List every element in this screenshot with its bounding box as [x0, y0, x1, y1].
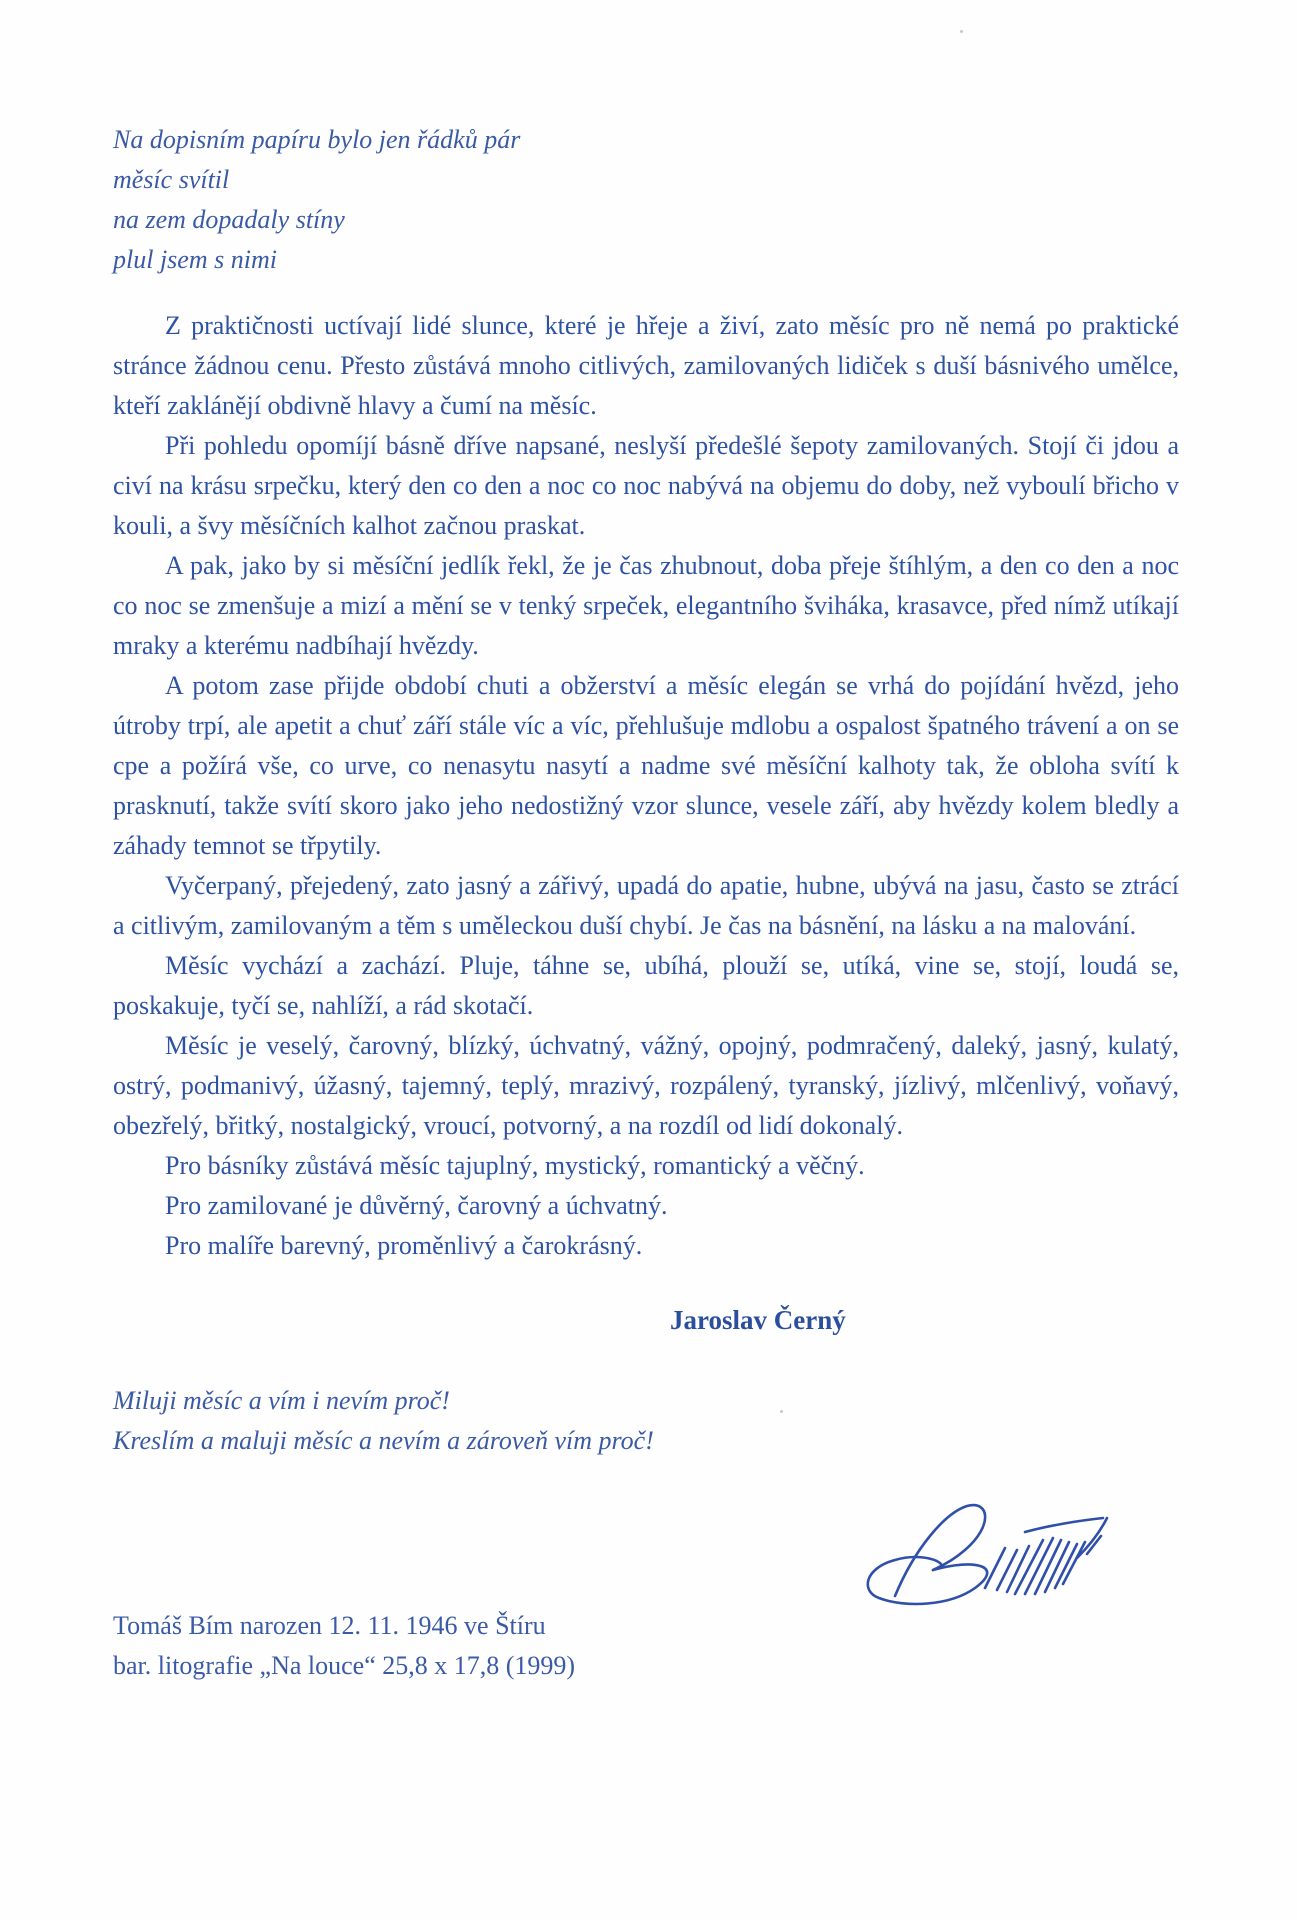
paper-speck: [780, 1410, 783, 1413]
signature-stroke: [868, 1557, 987, 1604]
signature-stroke: [895, 1505, 985, 1596]
poem-line: měsíc svítil: [113, 165, 230, 194]
caption-line: Tomáš Bím narozen 12. 11. 1946 ve Štíru: [113, 1611, 546, 1640]
closing-verse: [113, 1381, 654, 1461]
poem-line: Na dopisním papíru bylo jen řádků pár: [113, 125, 521, 154]
signature-stroke: [1077, 1518, 1107, 1558]
caption-line: bar. litografie „Na louce“ 25,8 x 17,8 (1999): [113, 1651, 576, 1680]
author-name: Jaroslav Černý: [670, 1305, 846, 1335]
essay-paragraph: Měsíc je veselý, čarovný, blízký, úchvatný, vážný, opojný, podmračený, daleký, jasný, kulatý, ostrý, podmanivý, úžasný, tajemný, teplý, mrazivý, rozpálený, tyranský, jízlivý, mlčenlivý, voňavý, obezřelý, břitký, nostalgický, vroucí, potvorný, a na rozdíl od lidí dokonalý.: [113, 1031, 1179, 1140]
essay-paragraph: Pro malíře barevný, proměnlivý a čarokrásný.: [165, 1231, 643, 1260]
signature-stroke: [1015, 1538, 1085, 1594]
essay-body: [113, 306, 1179, 1266]
poem-line: na zem dopadaly stíny: [113, 205, 345, 234]
essay-paragraph: Při pohledu opomíjí básně dříve napsané, neslyší předešlé šepoty zamilovaných. Stojí či jdou a civí na krásu srpečku, který den co den a noc co noc nabývá na objemu do doby, než vyboulí břicho v kouli, a švy měsíčních kalhot začnou praskat.: [113, 431, 1179, 540]
artwork-caption: [113, 1606, 575, 1686]
essay-paragraph: Z praktičnosti uctívají lidé slunce, které je hřeje a živí, zato měsíc pro ně nemá po praktické stránce žádnou cenu. Přesto zůstává mnoho citlivých, zamilovaných lidiček s duší básnivého umělce, kteří zaklánějí obdivně hlavy a čumí na měsíc.: [113, 311, 1179, 420]
essay-paragraph: Pro zamilované je důvěrný, čarovný a úchvatný.: [165, 1191, 668, 1220]
opening-poem: [113, 120, 813, 280]
handwritten-signature: [855, 1488, 1155, 1618]
signature-stroke: [1025, 1518, 1103, 1532]
essay-paragraph: Vyčerpaný, přejedený, zato jasný a zářivý, upadá do apatie, hubne, ubývá na jasu, často se ztrácí a citlivým, zamilovaným a těm s uměleckou duší chybí. Je čas na básnění, na lásku a na malování.: [113, 871, 1179, 940]
closing-line: Kreslím a maluji měsíc a nevím a zároveň vím proč!: [113, 1426, 654, 1455]
essay-paragraph: A pak, jako by si měsíční jedlík řekl, že je čas zhubnout, doba přeje štíhlým, a den co den a noc co noc se zmenšuje a mizí a mění se v tenký srpeček, elegantního šviháka, krasavce, před nímž utíkají mraky a kterému nadbíhají hvězdy.: [113, 551, 1179, 660]
essay-paragraph: Pro básníky zůstává měsíc tajuplný, mystický, romantický a věčný.: [165, 1151, 865, 1180]
essay-paragraph: A potom zase přijde období chuti a obžerství a měsíc elegán se vrhá do pojídání hvězd, jeho útroby trpí, ale apetit a chuť září stále víc a víc, přehlušuje mdlobu a ospalost špatného trávení a on se cpe a požírá vše, co urve, co nenasytu nasytí a nadme své měsíční kalhoty tak, že obloha svítí k prasknutí, takže svítí skoro jako jeho nedostižný vzor slunce, vesele září, aby hvězdy kolem bledly a záhady temnot se třpytily.: [113, 671, 1179, 860]
paper-speck: [960, 30, 963, 33]
signature-stroke: [985, 1546, 1029, 1592]
closing-line: Miluji měsíc a vím i nevím proč!: [113, 1386, 450, 1415]
essay-paragraph: Měsíc vychází a zachází. Pluje, táhne se, ubíhá, plouží se, utíká, vine se, stojí, loudá se, poskakuje, tyčí se, nahlíží, a rád skotačí.: [113, 951, 1179, 1020]
poem-line: plul jsem s nimi: [113, 245, 277, 274]
